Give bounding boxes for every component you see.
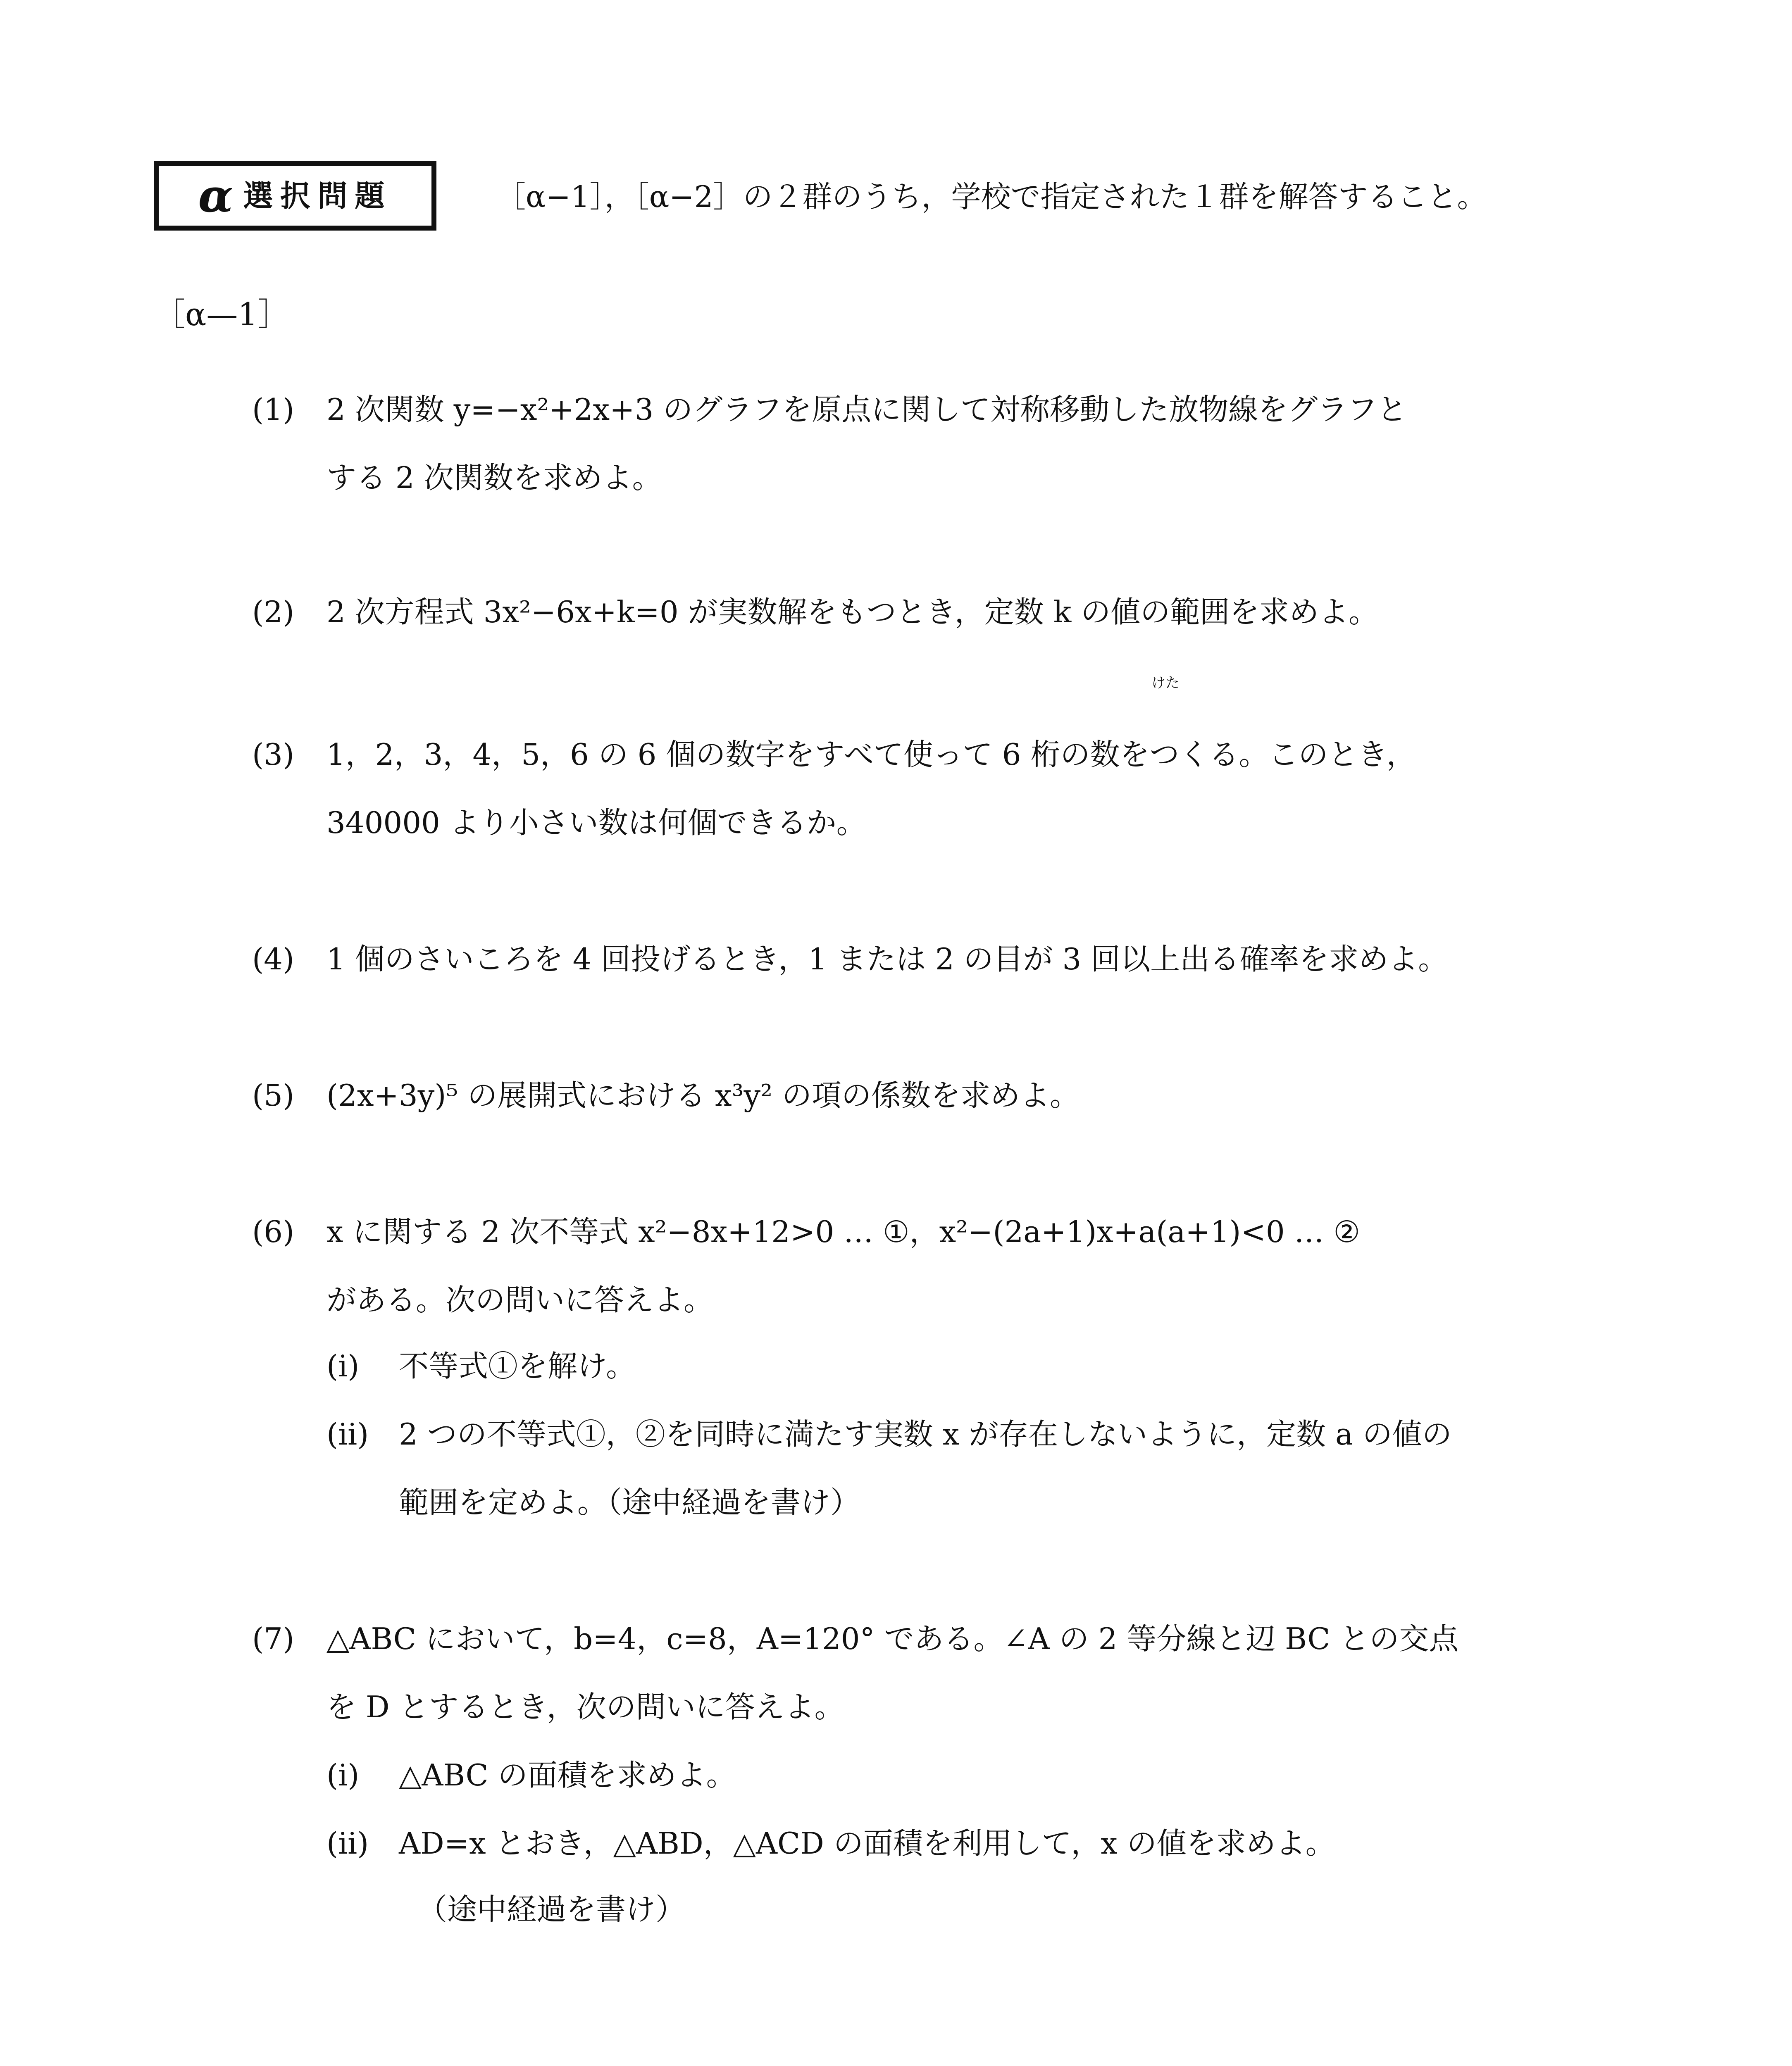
problem-7-sub-i-marker: (i) [326,1758,360,1792]
problem-5-number: (5) [252,1078,294,1113]
problem-7-line-2: を D とするとき，次の問いに答えよ。 [326,1690,844,1724]
problem-6-line-1: x に関する 2 次不等式 x²−8x+12>0 … ①，x²−(2a+1)x+a(a+1)<0 … ② [326,1214,1360,1249]
alpha-symbol: α [198,169,234,222]
problem-7-number: (7) [252,1621,294,1656]
problem-3-line-1: 1，2，3，4，5，6 の 6 個の数字をすべて使って 6 桁の数をつくる。このとき， [326,737,1416,772]
problem-3-line-2: 340000 より小さい数は何個できるか。 [326,805,866,840]
problem-1-number: (1) [252,392,294,427]
section-header-box [154,161,436,231]
problem-1-line-2: する 2 次関数を求めよ。 [326,460,662,495]
problem-7-sub-ii-line-2: （途中経過を書け） [417,1892,686,1927]
group-title: ［α—1］ [154,296,289,333]
problem-6-sub-i-marker: (i) [326,1349,360,1383]
problem-1-line-1: 2 次関数 y=−x²+2x+3 のグラフを原点に関して対称移動した放物線をグラフと [326,392,1407,427]
problem-7-line-1: △ABC において，b=4，c=8，A=120° である。∠A の 2 等分線と辺 BC との交点 [326,1621,1459,1656]
problem-7-sub-i-text: △ABC の面積を求めよ。 [399,1758,736,1792]
problem-6-sub-ii-line-1: 2 つの不等式①，②を同時に満たす実数 x が存在しないように，定数 a の値の [399,1417,1452,1452]
problem-4-line-1: 1 個のさいころを 4 回投げるとき，1 または 2 の目が 3 回以上出る確率を求めよ。 [326,942,1448,976]
problem-6-sub-ii-line-2: 範囲を定めよ。（途中経過を書け） [399,1485,860,1520]
problem-6-sub-ii-marker: (ii) [326,1417,369,1452]
problem-6-sub-i-text: 不等式①を解け。 [399,1349,636,1383]
problem-5-line-1: (2x+3y)⁵ の展開式における x³y² の項の係数を求めよ。 [326,1078,1079,1113]
problem-7-sub-ii-marker: (ii) [326,1826,369,1861]
problem-6-number: (6) [252,1214,294,1249]
problem-4-number: (4) [252,942,294,976]
problem-2-line-1: 2 次方程式 3x²−6x+k=0 が実数解をもつとき，定数 k の値の範囲を求めよ。 [326,595,1379,629]
problem-2-number: (2) [252,595,294,629]
problem-3-number: (3) [252,737,294,772]
section-instruction: ［α−1］，［α−2］の２群のうち，学校で指定された１群を解答すること。 [496,179,1487,214]
problem-6-line-2: がある。次の問いに答えよ。 [326,1283,714,1317]
problem-3-furigana: けた [1151,675,1180,691]
section-label: 選択問題 [243,179,392,213]
problem-7-sub-ii-line-1: AD=x とおき，△ABD，△ACD の面積を利用して，x の値を求めよ。 [399,1826,1335,1861]
